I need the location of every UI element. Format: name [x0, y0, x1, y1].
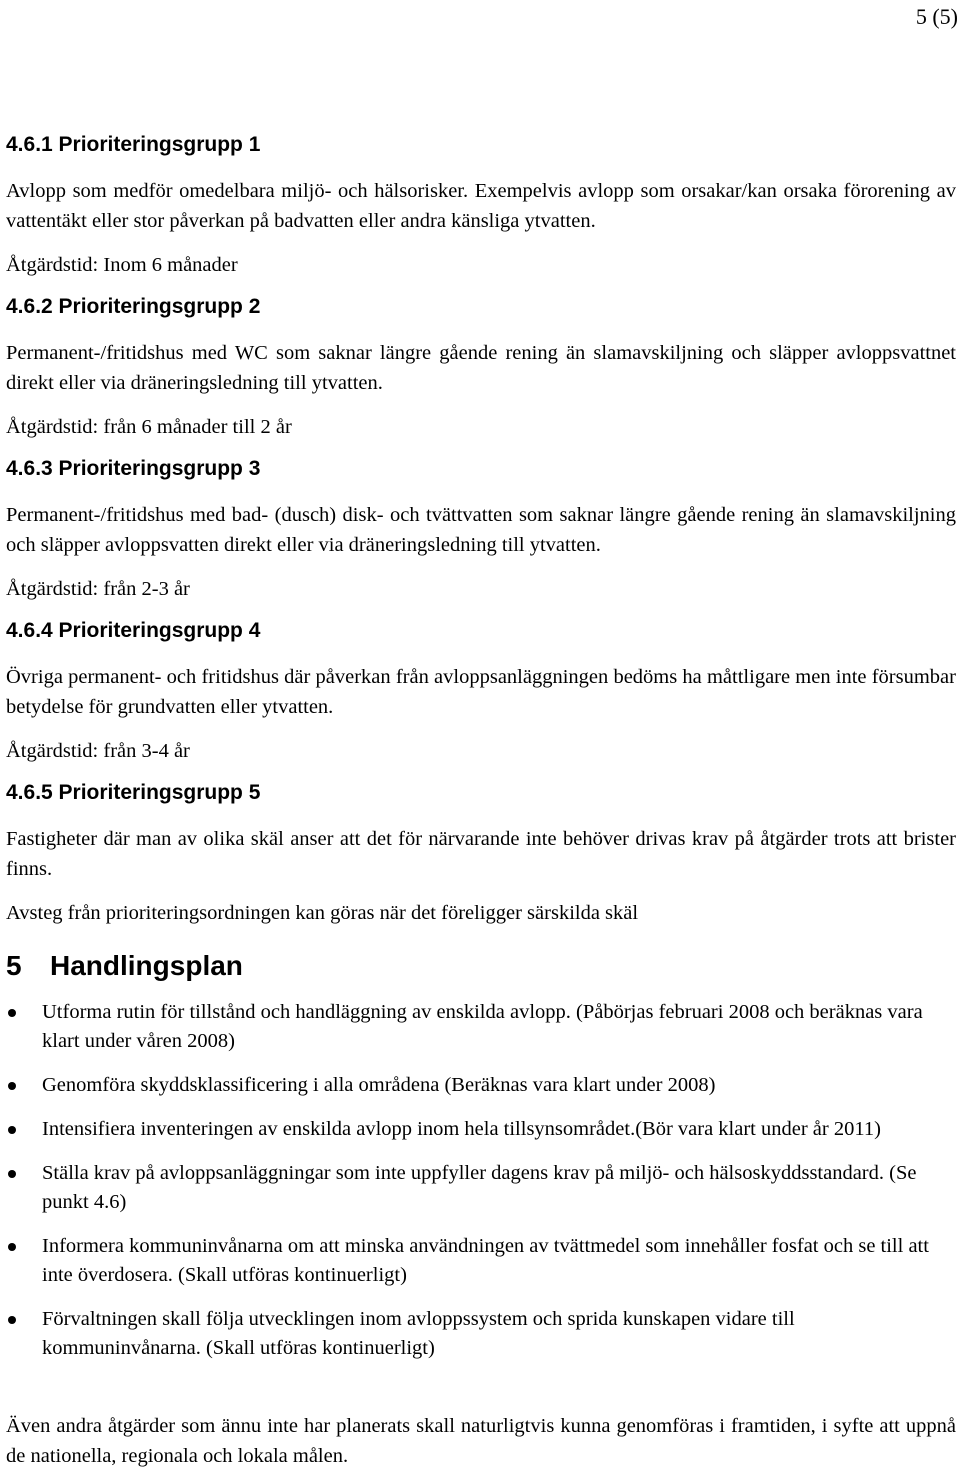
plan-item — [6, 1305, 956, 1363]
plan-item — [6, 1159, 956, 1217]
section-text-4-6-4: Övriga permanent- och fritidshus där påverkan från avloppsanläggningen bedöms ha måttligare men inte försumbar betydelse för grundvatten eller ytvatten. — [6, 666, 956, 718]
plan-item — [6, 1232, 956, 1290]
document-body — [6, 130, 956, 1471]
plan-heading-number: 5 — [6, 950, 22, 981]
bullet-icon — [8, 1170, 16, 1178]
plan-heading-title: Handlingsplan — [50, 950, 243, 981]
section-text-4-6-3: Permanent-/fritidshus med bad- (dusch) disk- och tvättvatten som saknar längre gående rening än slamavskiljning och släpper avloppsvatten direkt eller via dräneringsledning till ytvatten. — [6, 504, 956, 556]
deviation-text: Avsteg från prioriteringsordningen kan göras när det föreligger särskilda skäl — [6, 902, 639, 924]
section-heading-4-6-1: 4.6.1 Prioriteringsgrupp 1 — [6, 133, 261, 156]
action-time-4-6-4: Åtgärdstid: från 3-4 år — [6, 740, 190, 762]
plan-item-text: Utforma rutin för tillstånd och handläggning av enskilda avlopp. (Påbörjas februari 2008 och beräknas vara klart under våren 2008) — [42, 1001, 923, 1052]
plan-item-text: Förvaltningen skall följa utvecklingen inom avloppssystem och sprida kunskapen vidare till kommuninvånarna. (Skall utföras kontinuerligt) — [42, 1308, 795, 1359]
plan-item-text: Genomföra skyddsklassificering i alla områdena (Beräknas vara klart under 2008) — [42, 1074, 716, 1096]
section-heading-4-6-4: 4.6.4 Prioriteringsgrupp 4 — [6, 619, 261, 642]
section-text-4-6-2: Permanent-/fritidshus med WC som saknar längre gående rening än slamavskiljning och släpper avloppsvattnet direkt eller via dräneringsledning till ytvatten. — [6, 342, 956, 394]
plan-item — [6, 1071, 956, 1100]
action-time-4-6-1: Åtgärdstid: Inom 6 månader — [6, 254, 238, 276]
bullet-icon — [8, 1082, 16, 1090]
plan-item-text: Informera kommuninvånarna om att minska användningen av tvättmedel som innehåller fosfat och se till att inte överdosera. (Skall utföras kontinuerligt) — [42, 1235, 929, 1286]
page-number: 5 (5) — [915, 4, 958, 29]
section-heading-4-6-2: 4.6.2 Prioriteringsgrupp 2 — [6, 295, 261, 318]
section-heading-4-6-5: 4.6.5 Prioriteringsgrupp 5 — [6, 781, 261, 804]
bullet-icon — [8, 1243, 16, 1251]
plan-item-text: Intensifiera inventeringen av enskilda avlopp inom hela tillsynsområdet.(Bör vara klart under år 2011) — [42, 1118, 881, 1140]
closing-text: Även andra åtgärder som ännu inte har planerats skall naturligtvis kunna genomföras i framtiden, i syfte att uppnå de nationella, regionala och lokala målen. — [6, 1415, 956, 1467]
bullet-icon — [8, 1126, 16, 1134]
section-heading-4-6-3: 4.6.3 Prioriteringsgrupp 3 — [6, 457, 261, 480]
action-time-4-6-2: Åtgärdstid: från 6 månader till 2 år — [6, 416, 292, 438]
bullet-icon — [8, 1009, 16, 1017]
plan-item — [6, 1115, 956, 1144]
plan-item — [6, 998, 956, 1056]
action-plan-list — [6, 998, 956, 1363]
action-time-4-6-3: Åtgärdstid: från 2-3 år — [6, 578, 190, 600]
plan-item-text: Ställa krav på avloppsanläggningar som inte uppfyller dagens krav på miljö- och hälsoskyddsstandard. (Se punkt 4.6) — [42, 1162, 917, 1213]
bullet-icon — [8, 1316, 16, 1324]
section-text-4-6-5: Fastigheter där man av olika skäl anser att det för närvarande inte behöver drivas krav på åtgärder trots att brister finns. — [6, 828, 956, 880]
section-text-4-6-1: Avlopp som medför omedelbara miljö- och hälsorisker. Exempelvis avlopp som orsakar/kan orsaka förorening av vattentäkt eller stor påverkan på badvatten eller andra känsliga ytvatten. — [6, 180, 956, 232]
plan-heading — [6, 946, 956, 986]
